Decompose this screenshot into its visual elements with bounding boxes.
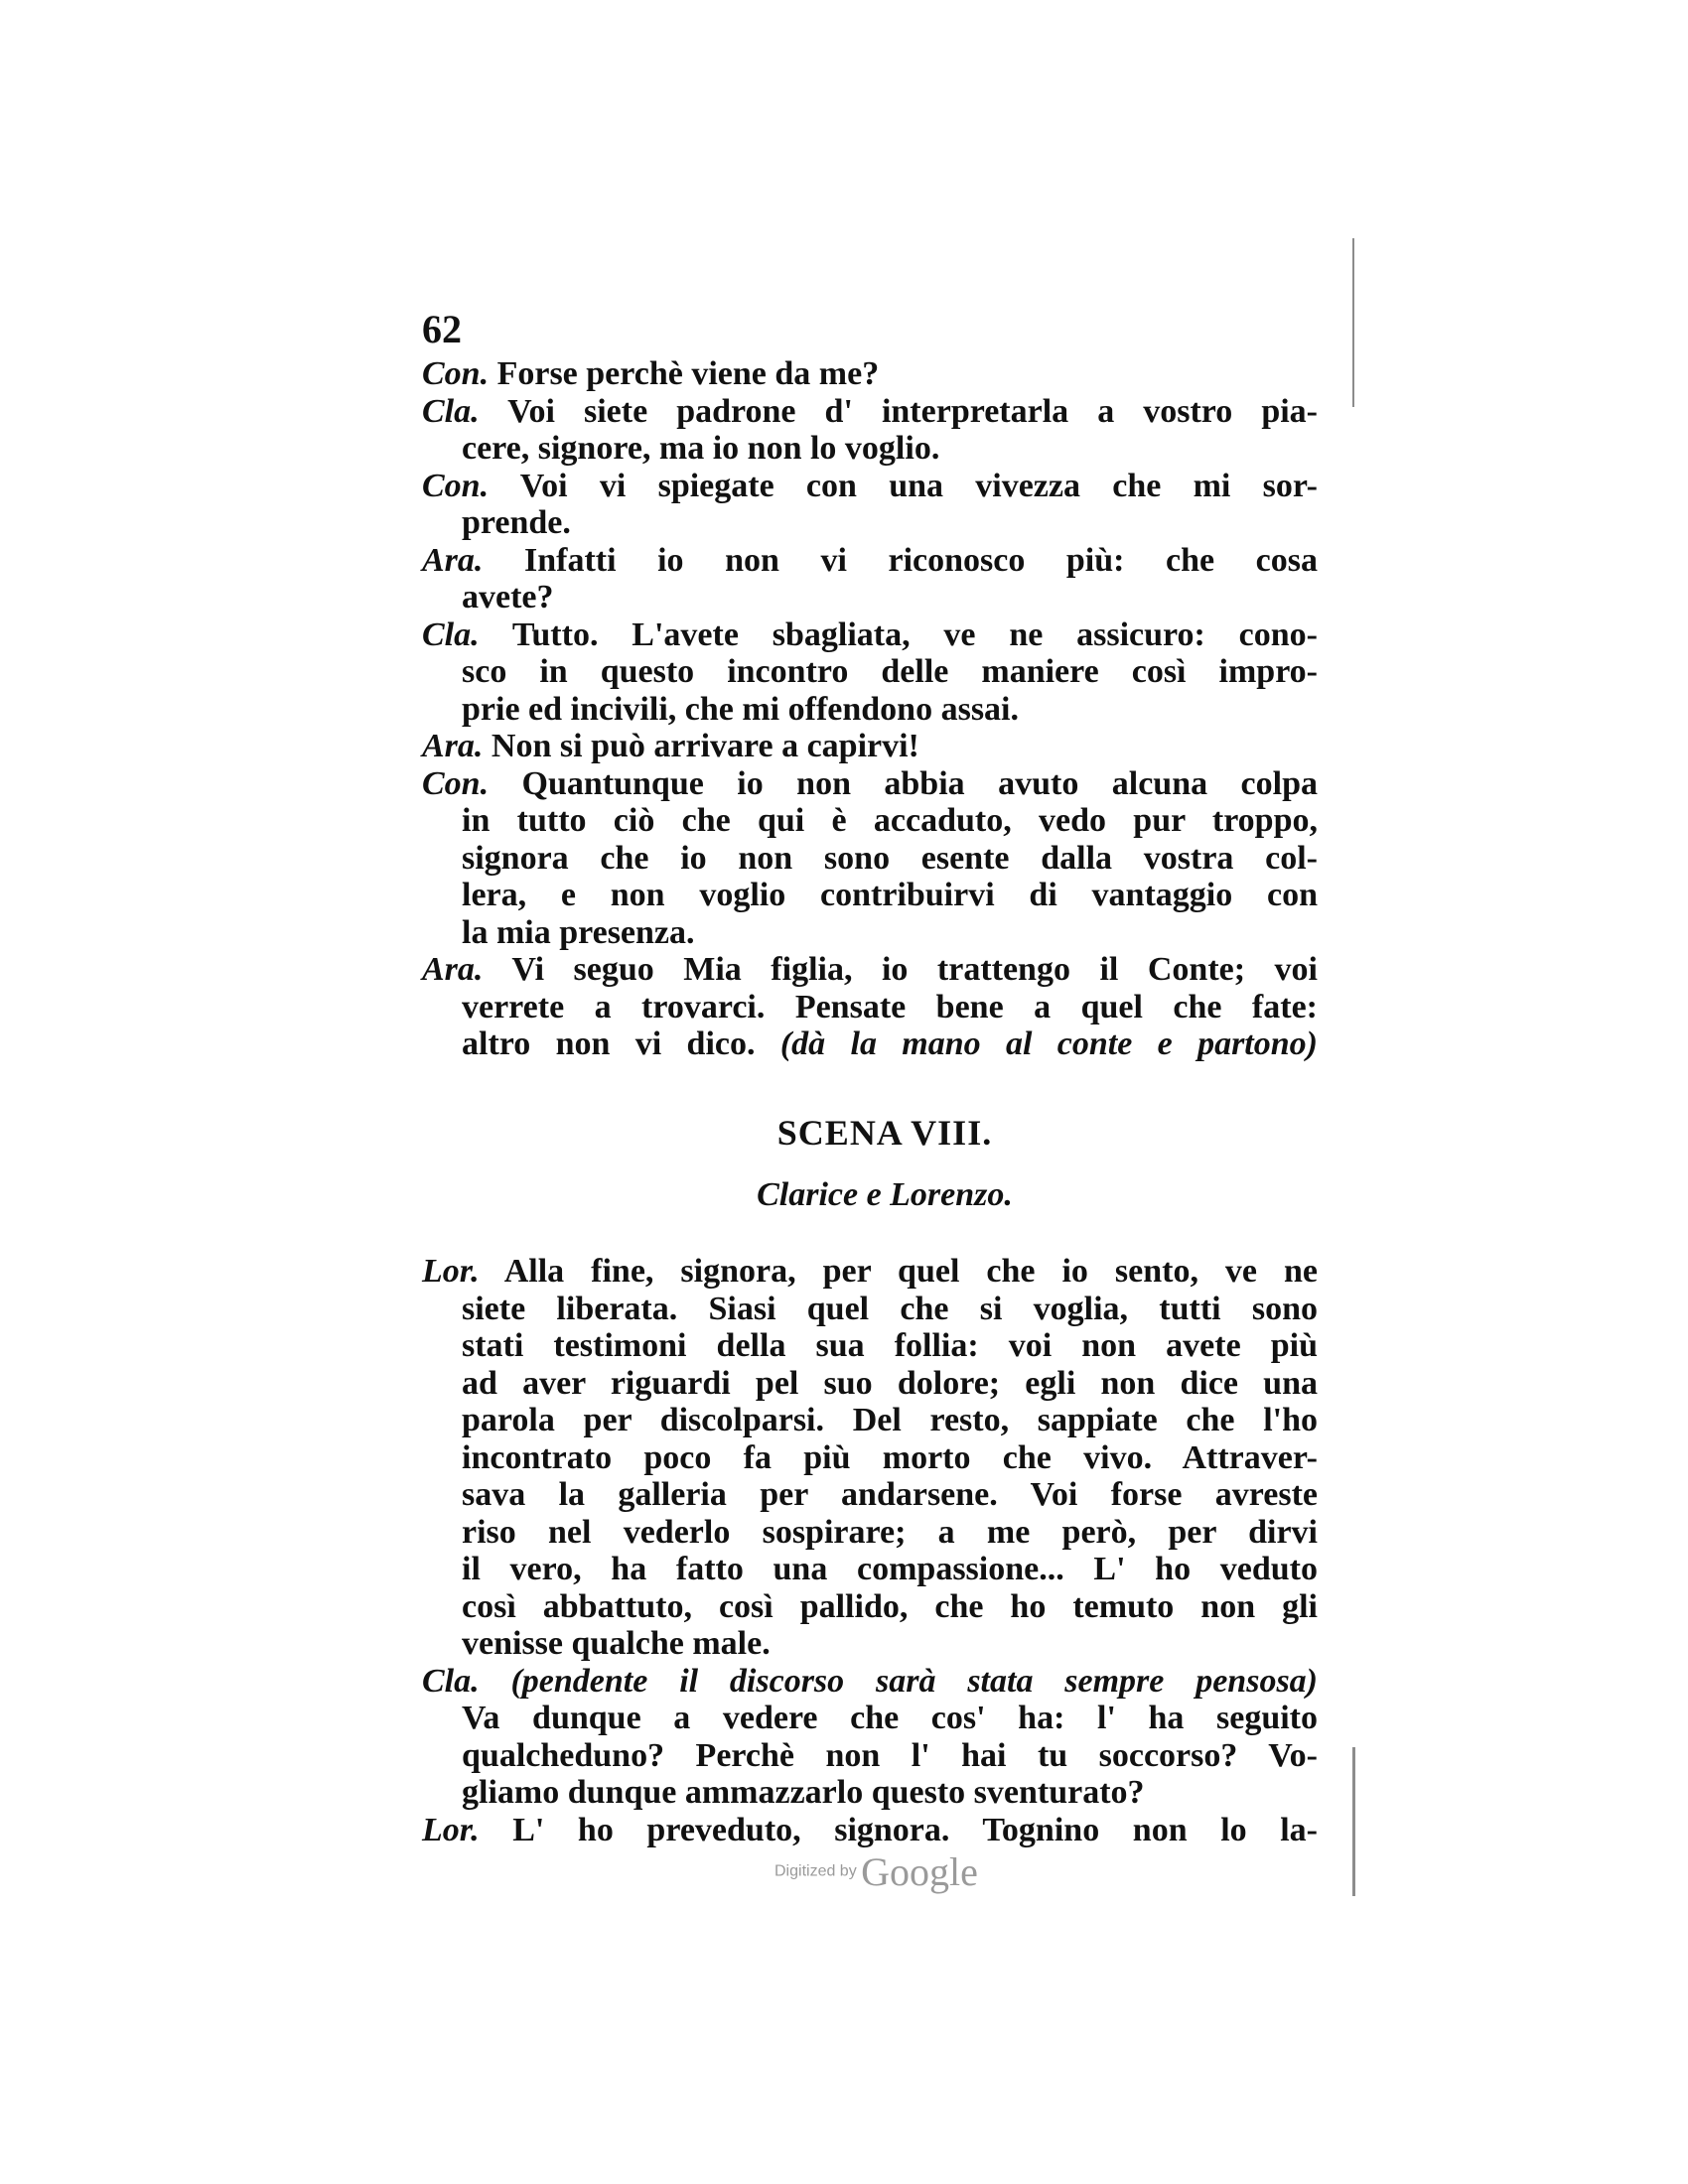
dialogue-text: verrete a trovarci. Pensate bene a quel che fate:	[462, 988, 1318, 1025]
text-line	[422, 616, 1318, 654]
dialogue-text: sco in questo incontro delle maniere così impro-	[462, 653, 1318, 690]
dialogue-text: gliamo dunque ammazzarlo questo sventurato?	[462, 1774, 1145, 1811]
digitized-watermark	[774, 1848, 978, 1895]
text-line	[422, 691, 1318, 729]
scan-edge-line	[1352, 1747, 1355, 1896]
text-line	[422, 1625, 1318, 1663]
dialogue-text: avete?	[462, 579, 554, 615]
dialogue-text: incontrato poco fa più morto che vivo. Attraver-	[462, 1438, 1318, 1476]
text-line	[422, 504, 1318, 542]
dialogue-text: prende.	[462, 504, 571, 541]
text-line	[422, 989, 1318, 1026]
text-line	[422, 1774, 1318, 1812]
dialogue-block-bottom	[422, 1253, 1318, 1848]
page-number: 62	[422, 307, 462, 351]
dialogue-text: ad aver riguardi pel suo dolore; egli non dice una	[462, 1364, 1318, 1402]
text-line	[422, 951, 1318, 989]
speaker-label: Cla.	[422, 615, 480, 653]
dialogue-text: stati testimoni della sua follia: voi non avete più	[462, 1327, 1318, 1364]
speaker-label: Con.	[422, 355, 490, 392]
text-line	[422, 802, 1318, 840]
dialogue-text: Infatti io non vi riconosco più: che cosa	[523, 541, 1319, 579]
speaker-label: Con.	[422, 764, 490, 802]
text-line	[422, 1588, 1318, 1626]
text-line	[422, 1663, 1318, 1701]
dialogue-text: Voi siete padrone d' interpretarla a vostro pia-	[507, 392, 1318, 430]
text-line	[422, 1025, 1318, 1063]
text-line	[422, 728, 1318, 765]
dialogue-text: Tutto. L'avete sbagliata, ve ne assicuro: cono-	[511, 615, 1319, 653]
text-line	[422, 1291, 1318, 1328]
dialogue-text: riso nel vederlo sospirare; a me però, per dirvi	[462, 1513, 1318, 1551]
text-line	[422, 430, 1318, 468]
dialogue-block-top	[422, 355, 1318, 1063]
text-line	[422, 1365, 1318, 1403]
dialogue-text: qualcheduno? Perchè non l' hai tu soccorso? Vo-	[462, 1736, 1318, 1774]
text-line	[422, 840, 1318, 878]
dialogue-text: cere, signore, ma io non lo voglio.	[462, 430, 940, 467]
speaker-label: Ara.	[422, 541, 484, 579]
text-line	[422, 765, 1318, 803]
speaker-label: Ara.	[422, 728, 484, 764]
dialogue-text: Va dunque a vedere che cos' ha: l' ha seguito	[462, 1700, 1318, 1736]
scene-title: SCENA VIII.	[776, 1113, 993, 1153]
text-line	[422, 1327, 1318, 1365]
dialogue-text: Vi seguo Mia figlia, io trattengo il Conte; voi	[511, 951, 1318, 988]
text-line	[422, 653, 1318, 691]
dialogue-text: venisse qualche male.	[462, 1625, 771, 1662]
text-line	[422, 1476, 1318, 1514]
text-line	[422, 468, 1318, 505]
digitized-label: Digitized by	[774, 1862, 857, 1880]
dialogue-text: sava la galleria per andarsene. Voi forse avreste	[462, 1476, 1318, 1513]
speaker-label: Cla.	[422, 1662, 480, 1700]
dialogue-text: in tutto ciò che qui è accaduto, vedo pur troppo,	[462, 802, 1318, 839]
text-line	[422, 1551, 1318, 1588]
dialogue-text: Alla fine, signora, per quel che io sento, ve ne	[503, 1253, 1318, 1290]
speaker-label: Con.	[422, 467, 490, 504]
dialogue-text: Voi vi spiegate con una vivezza che mi sor-	[519, 467, 1319, 504]
dialogue-text: prie ed incivili, che mi offendono assai.	[462, 690, 1019, 728]
stage-direction: (pendente il discorso sarà stata sempre pensosa)	[510, 1662, 1319, 1700]
speaker-label: Lor.	[422, 1811, 480, 1848]
text-line	[422, 1700, 1318, 1737]
text-line	[422, 877, 1318, 914]
speaker-label: Ara.	[422, 951, 484, 988]
text-line	[422, 1812, 1318, 1849]
google-logo: Google	[861, 1849, 978, 1894]
text-line	[422, 1253, 1318, 1291]
scene-characters: Clarice e Lorenzo.	[757, 1176, 1013, 1213]
dialogue-text: siete liberata. Siasi quel che si voglia, tutti sono	[462, 1290, 1318, 1327]
dialogue-text: il vero, ha fatto una compassione... L' ho veduto	[462, 1551, 1318, 1587]
dialogue-text: lera, e non voglio contribuirvi di vantaggio con	[462, 877, 1318, 913]
dialogue-text: Forse perchè viene da me?	[496, 355, 880, 392]
text-line	[422, 542, 1318, 580]
dialogue-text: L' ho preveduto, signora. Tognino non lo la-	[512, 1811, 1318, 1848]
dialogue-text: Non si può arrivare a capirvi!	[491, 728, 919, 764]
dialogue-text: altro non vi dico.	[462, 1025, 780, 1062]
dialogue-text: la mia presenza.	[462, 913, 695, 951]
text-line	[422, 1737, 1318, 1775]
stage-direction: (dà la mano al conte e partono)	[779, 1025, 1318, 1062]
text-line	[422, 579, 1318, 616]
text-line	[422, 1439, 1318, 1477]
dialogue-text: così abbattuto, così pallido, che ho temuto non gli	[462, 1587, 1318, 1625]
speaker-label: Lor.	[422, 1253, 480, 1290]
speaker-label: Cla.	[422, 392, 480, 430]
text-line	[422, 914, 1318, 952]
text-line	[422, 393, 1318, 431]
dialogue-text: parola per discolparsi. Del resto, sappiate che l'ho	[462, 1402, 1318, 1438]
text-line	[422, 1514, 1318, 1552]
scan-edge-line	[1352, 238, 1354, 407]
dialogue-text: signora che io non sono esente dalla vostra col-	[462, 839, 1318, 877]
text-line	[422, 355, 1318, 393]
dialogue-text: Quantunque io non abbia avuto alcuna colpa	[521, 764, 1318, 802]
text-line	[422, 1402, 1318, 1439]
